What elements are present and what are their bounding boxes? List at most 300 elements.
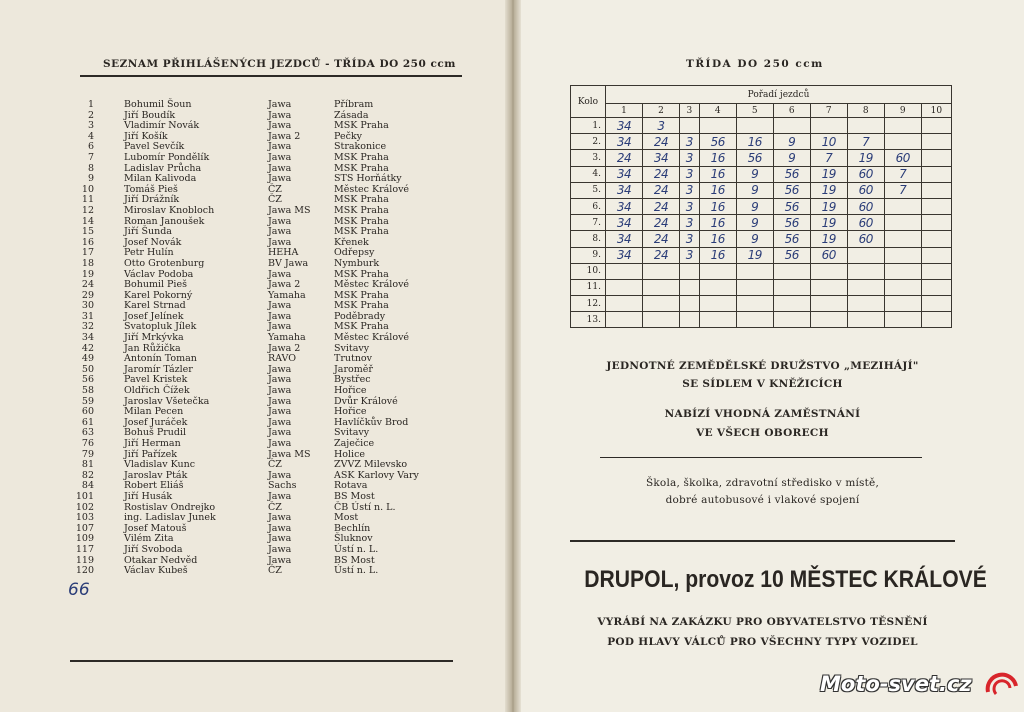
position-cell: [921, 182, 951, 198]
rider-name: Petr Hulín: [124, 247, 174, 259]
position-cell: [921, 279, 951, 295]
position-cell: [606, 312, 643, 328]
rider-club: Nymburk: [334, 257, 380, 269]
position-cell: 60: [847, 215, 884, 231]
rider-number: 18: [81, 257, 94, 269]
position-cell: [884, 198, 921, 214]
rider-name: Jiří Herman: [124, 438, 181, 449]
position-cell: [921, 231, 951, 247]
rider-make: Jawa: [268, 300, 292, 312]
rider-club: Poděbrady: [334, 310, 386, 322]
position-cell: [921, 312, 951, 328]
position-cell: 24: [643, 231, 680, 247]
rider-make: Jawa: [268, 406, 292, 418]
rider-name: Jaroslav Všetečka: [124, 395, 210, 407]
rider-number: 103: [75, 512, 94, 524]
rider-make: Jawa: [268, 385, 292, 397]
watermark-logo-icon: [984, 672, 1020, 702]
rider-make: Jawa MS: [268, 204, 311, 216]
position-cell: [699, 312, 736, 328]
round-label: 9.: [571, 247, 606, 263]
column-header: 9: [884, 104, 921, 118]
rider-club: Hořice: [334, 406, 367, 418]
results-table: [570, 85, 952, 328]
position-cell: [847, 263, 884, 279]
position-cell: [884, 312, 921, 328]
position-cell: 16: [736, 134, 773, 150]
position-cell: 24: [643, 134, 680, 150]
rider-name: Josef Juráček: [124, 416, 188, 428]
position-cell: 19: [810, 215, 847, 231]
position-cell: 56: [773, 215, 810, 231]
rider-number: 81: [81, 459, 94, 471]
position-cell: [884, 134, 921, 150]
rider-number: 2: [87, 109, 94, 121]
kolo-header: Kolo: [571, 86, 606, 118]
position-cell: 7: [810, 150, 847, 166]
rider-club: Jaroměř: [334, 363, 373, 375]
column-header: 6: [773, 104, 810, 118]
ad-jzd-line2: SE SÍDLEM V KNĚŽICÍCH: [682, 378, 843, 390]
rider-name: Lubomír Pondělík: [124, 151, 210, 163]
rider-club: Svitavy: [334, 342, 370, 354]
rider-number: 102: [75, 501, 94, 513]
rider-name: Karel Pokorný: [124, 289, 193, 301]
rider-row: [66, 545, 466, 556]
position-cell: [606, 279, 643, 295]
position-cell: [643, 279, 680, 295]
rider-row: [66, 566, 466, 577]
position-cell: [736, 296, 773, 312]
position-cell: 60: [847, 166, 884, 182]
rider-make: Yamaha: [268, 289, 306, 301]
rider-club: Příbram: [334, 99, 374, 110]
position-cell: 3: [680, 215, 700, 231]
rider-row: [66, 492, 466, 503]
column-header: 7: [810, 104, 847, 118]
position-cell: [680, 296, 700, 312]
rider-number: 7: [87, 151, 94, 163]
round-label: 12.: [571, 296, 606, 312]
rider-club: Zásada: [334, 109, 369, 121]
rider-list-title: SEZNAM PŘIHLÁŠENÝCH JEZDCŮ - TŘÍDA DO 250 ccm: [103, 58, 456, 70]
rider-number: 117: [75, 543, 94, 555]
rider-name: Pavel Kristek: [124, 374, 188, 386]
position-cell: [847, 279, 884, 295]
position-cell: [680, 279, 700, 295]
column-header: 4: [699, 104, 736, 118]
position-cell: 16: [699, 198, 736, 214]
ad-jzd-line1: JEDNOTNÉ ZEMĚDĚLSKÉ DRUŽSTVO „MEZIHÁJÍ": [606, 360, 919, 372]
rider-make: RAVO: [268, 353, 297, 365]
bottom-rule: [70, 660, 453, 662]
position-cell: 19: [810, 166, 847, 182]
rider-make: ČZ: [268, 501, 282, 513]
position-cell: 9: [736, 215, 773, 231]
position-cell: [921, 150, 951, 166]
position-cell: [643, 312, 680, 328]
position-cell: [606, 263, 643, 279]
rider-row: [66, 100, 466, 111]
rider-club: MSK Praha: [334, 204, 389, 216]
rider-make: Jawa 2: [268, 279, 301, 291]
rider-name: Jiří Pařízek: [124, 448, 178, 460]
position-cell: 3: [680, 150, 700, 166]
rider-make: Jawa: [268, 363, 292, 375]
rider-club: MSK Praha: [334, 289, 389, 301]
position-cell: 3: [680, 247, 700, 263]
position-cell: 16: [699, 182, 736, 198]
rider-name: Bohuš Prudil: [124, 427, 187, 439]
rider-club: Městec Králové: [334, 183, 410, 195]
position-cell: [736, 263, 773, 279]
rider-make: Jawa: [268, 151, 292, 163]
rider-number: 12: [81, 204, 94, 216]
watermark-text: Moto-svet.cz: [820, 672, 972, 696]
position-cell: [810, 263, 847, 279]
rider-make: Jawa: [268, 236, 292, 248]
rider-number: 17: [81, 247, 94, 259]
results-row: [571, 134, 952, 150]
position-cell: 34: [606, 118, 643, 134]
rider-number: 84: [81, 480, 94, 492]
rider-club: ČB Ústí n. L.: [334, 501, 396, 513]
rider-club: Holice: [334, 448, 366, 460]
rider-name: Vladislav Kunc: [124, 459, 196, 471]
rider-make: ČZ: [268, 459, 282, 471]
position-cell: 9: [736, 182, 773, 198]
rider-number: 34: [81, 332, 94, 344]
rider-number: 32: [81, 321, 94, 333]
position-cell: 34: [606, 166, 643, 182]
rider-club: MSK Praha: [334, 120, 389, 132]
position-cell: 34: [606, 134, 643, 150]
position-cell: 3: [680, 198, 700, 214]
position-cell: [921, 247, 951, 263]
rider-number: 58: [81, 385, 94, 397]
rider-number: 31: [81, 310, 94, 322]
position-cell: [810, 312, 847, 328]
rider-make: Jawa: [268, 543, 292, 555]
position-cell: 3: [680, 182, 700, 198]
position-cell: 24: [606, 150, 643, 166]
position-cell: 60: [884, 150, 921, 166]
rider-name: Ladislav Průcha: [124, 162, 202, 174]
column-header: 10: [921, 104, 951, 118]
rider-club: BS Most: [334, 490, 375, 502]
position-cell: [921, 118, 951, 134]
position-cell: 19: [810, 182, 847, 198]
position-cell: 16: [699, 247, 736, 263]
rider-name: Vilém Zita: [124, 533, 174, 545]
position-cell: 19: [810, 231, 847, 247]
rider-make: Jawa: [268, 469, 292, 481]
rider-number: 79: [81, 448, 94, 460]
rider-club: Šluknov: [334, 533, 373, 545]
round-label: 11.: [571, 279, 606, 295]
rider-club: Rotava: [334, 480, 368, 492]
rider-club: Ústí n. L.: [334, 543, 379, 555]
position-cell: [699, 296, 736, 312]
rider-number: 119: [75, 554, 94, 566]
position-cell: [699, 263, 736, 279]
rider-club: Bechlín: [334, 522, 371, 534]
rider-make: Jawa 2: [268, 342, 301, 354]
position-cell: 24: [643, 247, 680, 263]
results-row: [571, 150, 952, 166]
rider-number: 107: [75, 522, 94, 534]
rider-make: Jawa: [268, 173, 292, 185]
position-cell: 60: [847, 182, 884, 198]
rider-number: 4: [87, 130, 94, 142]
rider-number: 82: [81, 469, 94, 481]
results-row: [571, 263, 952, 279]
rider-name: Jiří Drážník: [124, 194, 180, 206]
position-cell: 9: [736, 166, 773, 182]
position-cell: [884, 231, 921, 247]
round-label: 7.: [571, 215, 606, 231]
position-cell: 10: [810, 134, 847, 150]
position-cell: [884, 247, 921, 263]
rider-make: Jawa: [268, 554, 292, 566]
position-cell: 24: [643, 215, 680, 231]
position-cell: 24: [643, 198, 680, 214]
results-row: [571, 166, 952, 182]
rider-club: Křenek: [334, 236, 369, 248]
rider-make: Jawa: [268, 512, 292, 524]
round-label: 10.: [571, 263, 606, 279]
rider-make: Jawa: [268, 310, 292, 322]
position-cell: [847, 296, 884, 312]
position-cell: [736, 279, 773, 295]
rider-make: Jawa: [268, 522, 292, 534]
rider-row: [66, 153, 466, 164]
position-cell: 34: [606, 182, 643, 198]
position-cell: [884, 118, 921, 134]
rider-make: Jawa: [268, 374, 292, 386]
position-cell: 9: [736, 231, 773, 247]
rider-number: 24: [81, 279, 94, 291]
rider-number: 30: [81, 300, 94, 312]
rider-name: Václav Podoba: [124, 268, 194, 280]
position-cell: 9: [736, 198, 773, 214]
order-header: Pořadí jezdců: [606, 86, 952, 104]
book-gutter: [505, 0, 521, 712]
rider-club: MSK Praha: [334, 226, 389, 238]
rider-name: Jiří Boudík: [124, 109, 176, 121]
round-label: 2.: [571, 134, 606, 150]
position-cell: [773, 118, 810, 134]
rider-number: 42: [81, 342, 94, 354]
rider-name: Jaroslav Pták: [124, 469, 188, 481]
position-cell: [847, 118, 884, 134]
position-cell: 56: [773, 247, 810, 263]
rider-make: Yamaha: [268, 332, 306, 344]
position-cell: 16: [699, 150, 736, 166]
rider-make: HEHA: [268, 247, 299, 259]
rider-row: [66, 206, 466, 217]
rider-club: MSK Praha: [334, 215, 389, 227]
rider-number: 3: [87, 120, 94, 132]
title-rule: [80, 75, 462, 77]
position-cell: 3: [643, 118, 680, 134]
rider-name: Otto Grotenburg: [124, 257, 205, 269]
rider-club: Hořice: [334, 385, 367, 397]
rider-name: Rostislav Ondrejko: [124, 501, 216, 513]
rider-club: STS Horňátky: [334, 173, 402, 185]
position-cell: 7: [847, 134, 884, 150]
rider-make: ČZ: [268, 565, 282, 577]
ad-jzd-line5: Škola, školka, zdravotní středisko v místě,: [645, 477, 880, 489]
position-cell: [847, 312, 884, 328]
rider-number: 49: [81, 353, 94, 365]
position-cell: 56: [736, 150, 773, 166]
position-cell: [680, 118, 700, 134]
rider-number: 61: [81, 416, 94, 428]
position-cell: 34: [606, 247, 643, 263]
rider-club: BS Most: [334, 554, 375, 566]
rider-make: Jawa: [268, 109, 292, 121]
rider-number: 29: [81, 289, 94, 301]
rider-make: Jawa: [268, 99, 292, 110]
rider-name: Oldřich Čížek: [124, 385, 190, 397]
position-cell: [884, 215, 921, 231]
position-cell: [884, 296, 921, 312]
handwritten-page-number: 66: [68, 580, 90, 600]
position-cell: [884, 263, 921, 279]
position-cell: [606, 296, 643, 312]
ad-jzd-line4: VE VŠECH OBORECH: [696, 427, 829, 439]
rider-club: MSK Praha: [334, 194, 389, 206]
rider-club: ZVVZ Milevsko: [334, 459, 408, 471]
rider-make: Jawa: [268, 533, 292, 545]
position-cell: [921, 166, 951, 182]
position-cell: [921, 134, 951, 150]
drupol-top-rule: [570, 540, 955, 542]
position-cell: 56: [773, 166, 810, 182]
rider-number: 14: [81, 215, 94, 227]
rider-name: Karel Strnad: [124, 300, 186, 312]
rider-number: 76: [81, 438, 94, 449]
rider-make: Jawa 2: [268, 130, 301, 142]
position-cell: 19: [810, 198, 847, 214]
position-cell: [699, 279, 736, 295]
rider-name: Pavel Sevčík: [124, 141, 185, 153]
position-cell: 56: [773, 182, 810, 198]
rider-name: Antonín Toman: [124, 353, 197, 365]
position-cell: 7: [884, 166, 921, 182]
rider-club: MSK Praha: [334, 321, 389, 333]
ad-divider: [600, 457, 922, 458]
position-cell: [680, 312, 700, 328]
position-cell: 34: [643, 150, 680, 166]
rider-make: Jawa: [268, 215, 292, 227]
results-row: [571, 118, 952, 134]
position-cell: [921, 198, 951, 214]
rider-make: Jawa: [268, 438, 292, 449]
column-header: 8: [847, 104, 884, 118]
rider-number: 56: [81, 374, 94, 386]
position-cell: [736, 312, 773, 328]
position-cell: 24: [643, 166, 680, 182]
position-cell: [810, 279, 847, 295]
position-cell: 34: [606, 231, 643, 247]
position-cell: 3: [680, 231, 700, 247]
rider-name: Josef Matouš: [124, 522, 187, 534]
position-cell: [773, 279, 810, 295]
rider-name: Tomáš Pieš: [124, 183, 178, 195]
rider-name: Svatopluk Jílek: [124, 321, 197, 333]
position-cell: 34: [606, 198, 643, 214]
rider-name: Jiří Košík: [124, 130, 168, 142]
rider-make: ČZ: [268, 194, 282, 206]
rider-club: Odřepsy: [334, 247, 375, 259]
rider-club: Pečky: [334, 130, 363, 142]
position-cell: 60: [810, 247, 847, 263]
rider-make: Jawa: [268, 490, 292, 502]
position-cell: 19: [736, 247, 773, 263]
round-label: 5.: [571, 182, 606, 198]
rider-make: Jawa: [268, 321, 292, 333]
rider-name: ing. Ladislav Junek: [124, 512, 216, 524]
rider-make: Jawa: [268, 416, 292, 428]
rider-club: Trutnov: [334, 353, 373, 365]
column-header: 5: [736, 104, 773, 118]
position-cell: [699, 118, 736, 134]
rider-number: 59: [81, 395, 94, 407]
rider-make: ČZ: [268, 183, 282, 195]
rider-number: 11: [81, 194, 94, 206]
rider-make: Jawa: [268, 427, 292, 439]
rider-number: 1: [87, 99, 94, 110]
position-cell: [810, 296, 847, 312]
position-cell: 9: [773, 134, 810, 150]
position-cell: [773, 312, 810, 328]
position-cell: 24: [643, 182, 680, 198]
position-cell: [680, 263, 700, 279]
rider-name: Robert Eliáš: [124, 480, 184, 492]
rider-name: Bohumil Pieš: [124, 279, 187, 291]
position-cell: [810, 118, 847, 134]
rider-name: Otakar Nedvěd: [124, 554, 198, 566]
column-header: 1: [606, 104, 643, 118]
ad-jzd-line3: NABÍZÍ VHODNÁ ZAMĚSTNÁNÍ: [664, 408, 861, 420]
rider-club: Městec Králové: [334, 279, 410, 291]
round-label: 6.: [571, 198, 606, 214]
rider-row: [66, 439, 466, 450]
ad-jzd-line6: dobré autobusové i vlakové spojení: [665, 494, 860, 506]
position-cell: 60: [847, 231, 884, 247]
position-cell: 56: [773, 231, 810, 247]
position-cell: 16: [699, 215, 736, 231]
rider-make: Jawa: [268, 120, 292, 132]
position-cell: 3: [680, 134, 700, 150]
rider-make: BV Jawa: [268, 257, 309, 269]
rider-club: MSK Praha: [334, 268, 389, 280]
results-row: [571, 198, 952, 214]
position-cell: [643, 263, 680, 279]
rider-number: 9: [87, 173, 94, 185]
position-cell: [773, 296, 810, 312]
rider-club: ASK Karlovy Vary: [334, 469, 419, 481]
rider-number: 15: [81, 226, 94, 238]
drupol-line2: POD HLAVY VÁLCŮ PRO VŠECHNY TYPY VOZIDEL: [607, 636, 918, 648]
position-cell: [773, 263, 810, 279]
results-row: [571, 182, 952, 198]
position-cell: 19: [847, 150, 884, 166]
round-label: 13.: [571, 312, 606, 328]
position-cell: 56: [773, 198, 810, 214]
